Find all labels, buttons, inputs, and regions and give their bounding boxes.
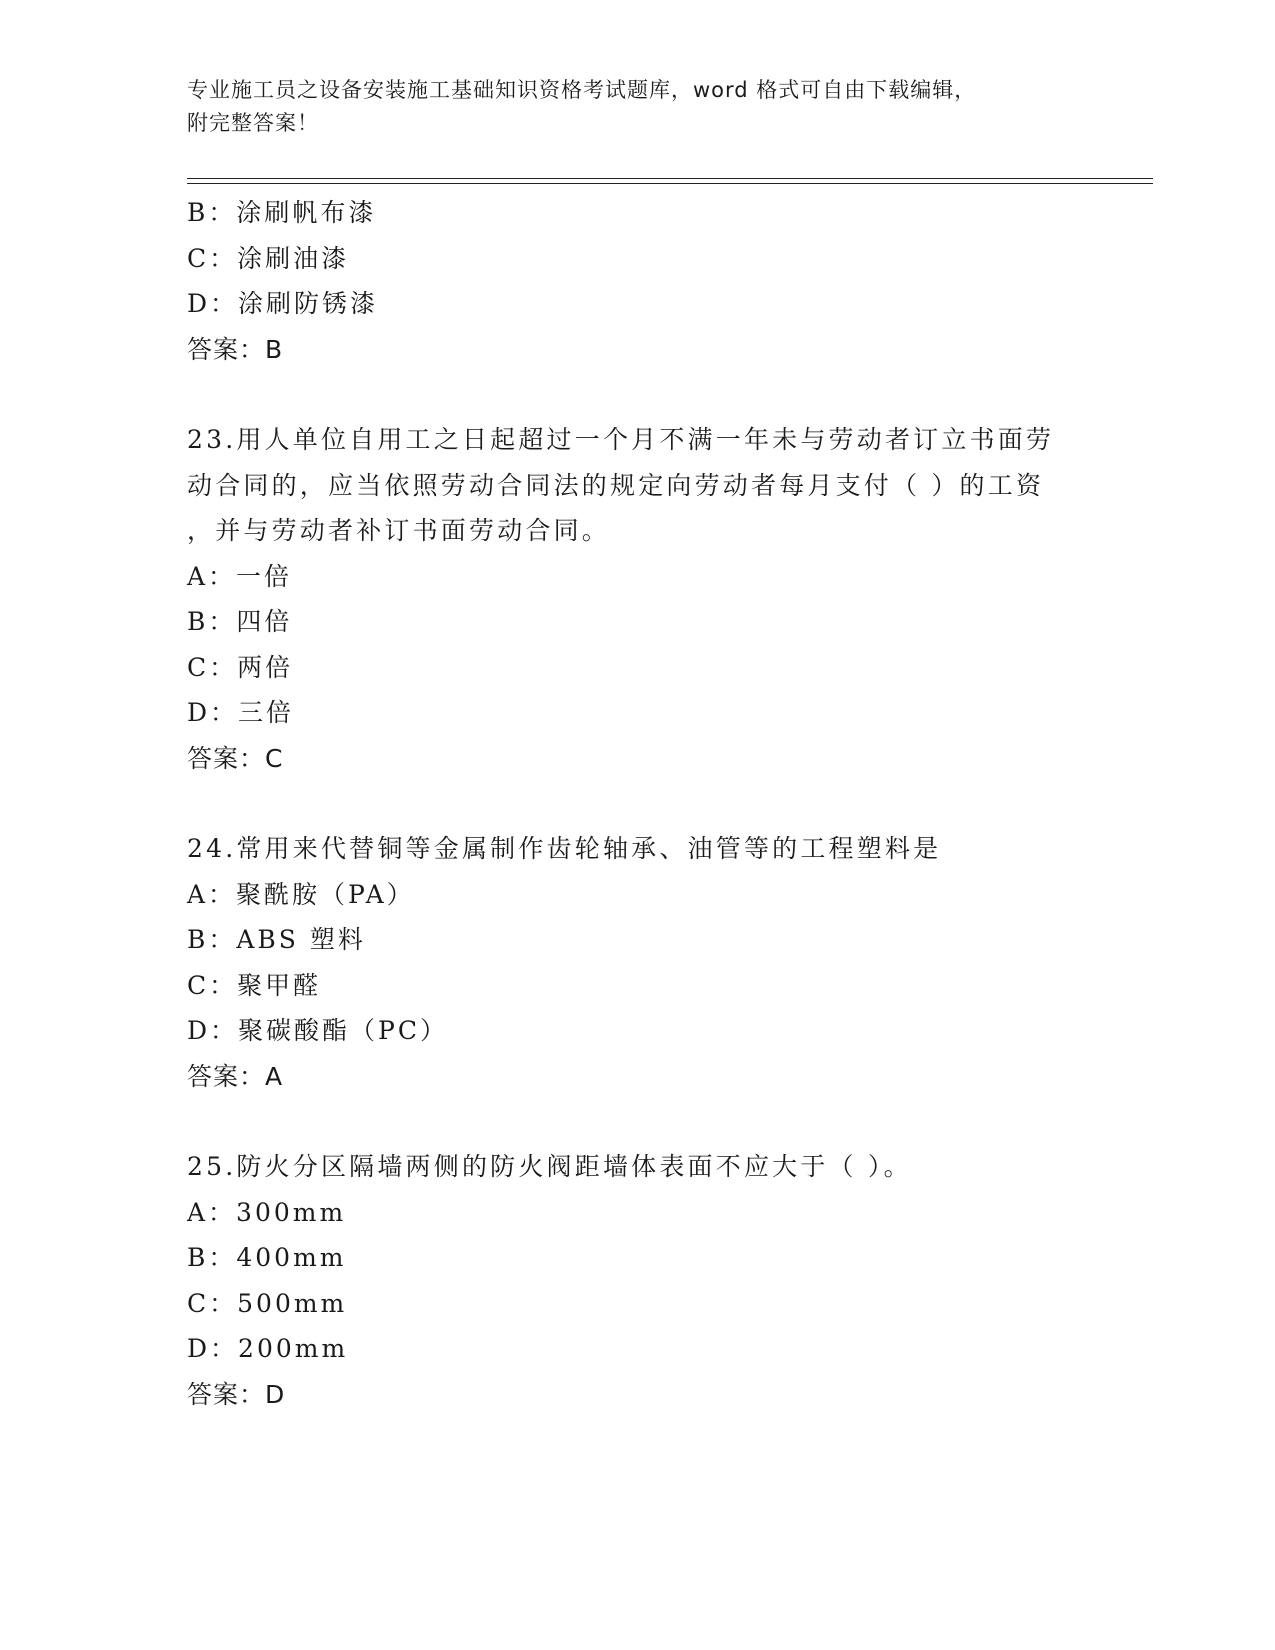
option-a: A：300mm xyxy=(187,1197,347,1227)
option-b: B：四倍 xyxy=(187,607,293,636)
option-c: C：涂刷油漆 xyxy=(187,243,350,273)
option-c: C：两倍 xyxy=(187,652,294,682)
question-25-block xyxy=(187,1144,1087,1417)
answer-text: 答案：B xyxy=(187,334,284,364)
option-d: D：200mm xyxy=(187,1334,349,1363)
option-b: B：400mm xyxy=(187,1243,347,1272)
question-24-block xyxy=(187,826,1087,1099)
option-c: C：聚甲醛 xyxy=(187,970,322,1000)
prev-question-block xyxy=(187,190,1087,372)
question-text-line: 动合同的，应当依照劳动合同法的规定向劳动者每月支付（ ）的工资 xyxy=(187,470,1045,500)
option-d: D：聚碳酸酯（PC） xyxy=(187,1016,448,1045)
question-23-block xyxy=(187,417,1087,781)
header-line-2: 附完整答案！ xyxy=(187,111,319,135)
question-text-line: 25.防火分区隔墙两侧的防火阀距墙体表面不应大于（ ）。 xyxy=(187,1152,912,1181)
header-divider-bottom xyxy=(187,183,1153,184)
option-d: D：涂刷防锈漆 xyxy=(187,289,379,318)
spacer xyxy=(187,372,1087,417)
option-a: A：一倍 xyxy=(187,561,293,591)
answer-text: 答案：D xyxy=(187,1379,286,1409)
document-header xyxy=(187,74,1087,140)
option-b: B：涂刷帆布漆 xyxy=(187,198,377,227)
question-text-line: 23.用人单位自用工之日起超过一个月不满一年未与劳动者订立书面劳 xyxy=(187,425,1055,454)
header-divider-top xyxy=(187,178,1153,179)
question-list xyxy=(187,190,1087,1417)
option-c: C：500mm xyxy=(187,1288,348,1318)
answer-text: 答案：C xyxy=(187,743,284,773)
question-text-line: ，并与劳动者补订书面劳动合同。 xyxy=(187,516,611,545)
header-line-1: 专业施工员之设备安装施工基础知识资格考试题库，word 格式可自由下载编辑， xyxy=(187,78,977,102)
spacer xyxy=(187,1099,1087,1144)
option-b: B：ABS 塑料 xyxy=(187,925,366,954)
answer-text: 答案：A xyxy=(187,1061,284,1091)
spacer xyxy=(187,781,1087,826)
question-text-line: 24.常用来代替铜等金属制作齿轮轴承、油管等的工程塑料是 xyxy=(187,834,942,863)
option-a: A：聚酰胺（PA） xyxy=(187,879,415,909)
option-d: D：三倍 xyxy=(187,698,295,727)
